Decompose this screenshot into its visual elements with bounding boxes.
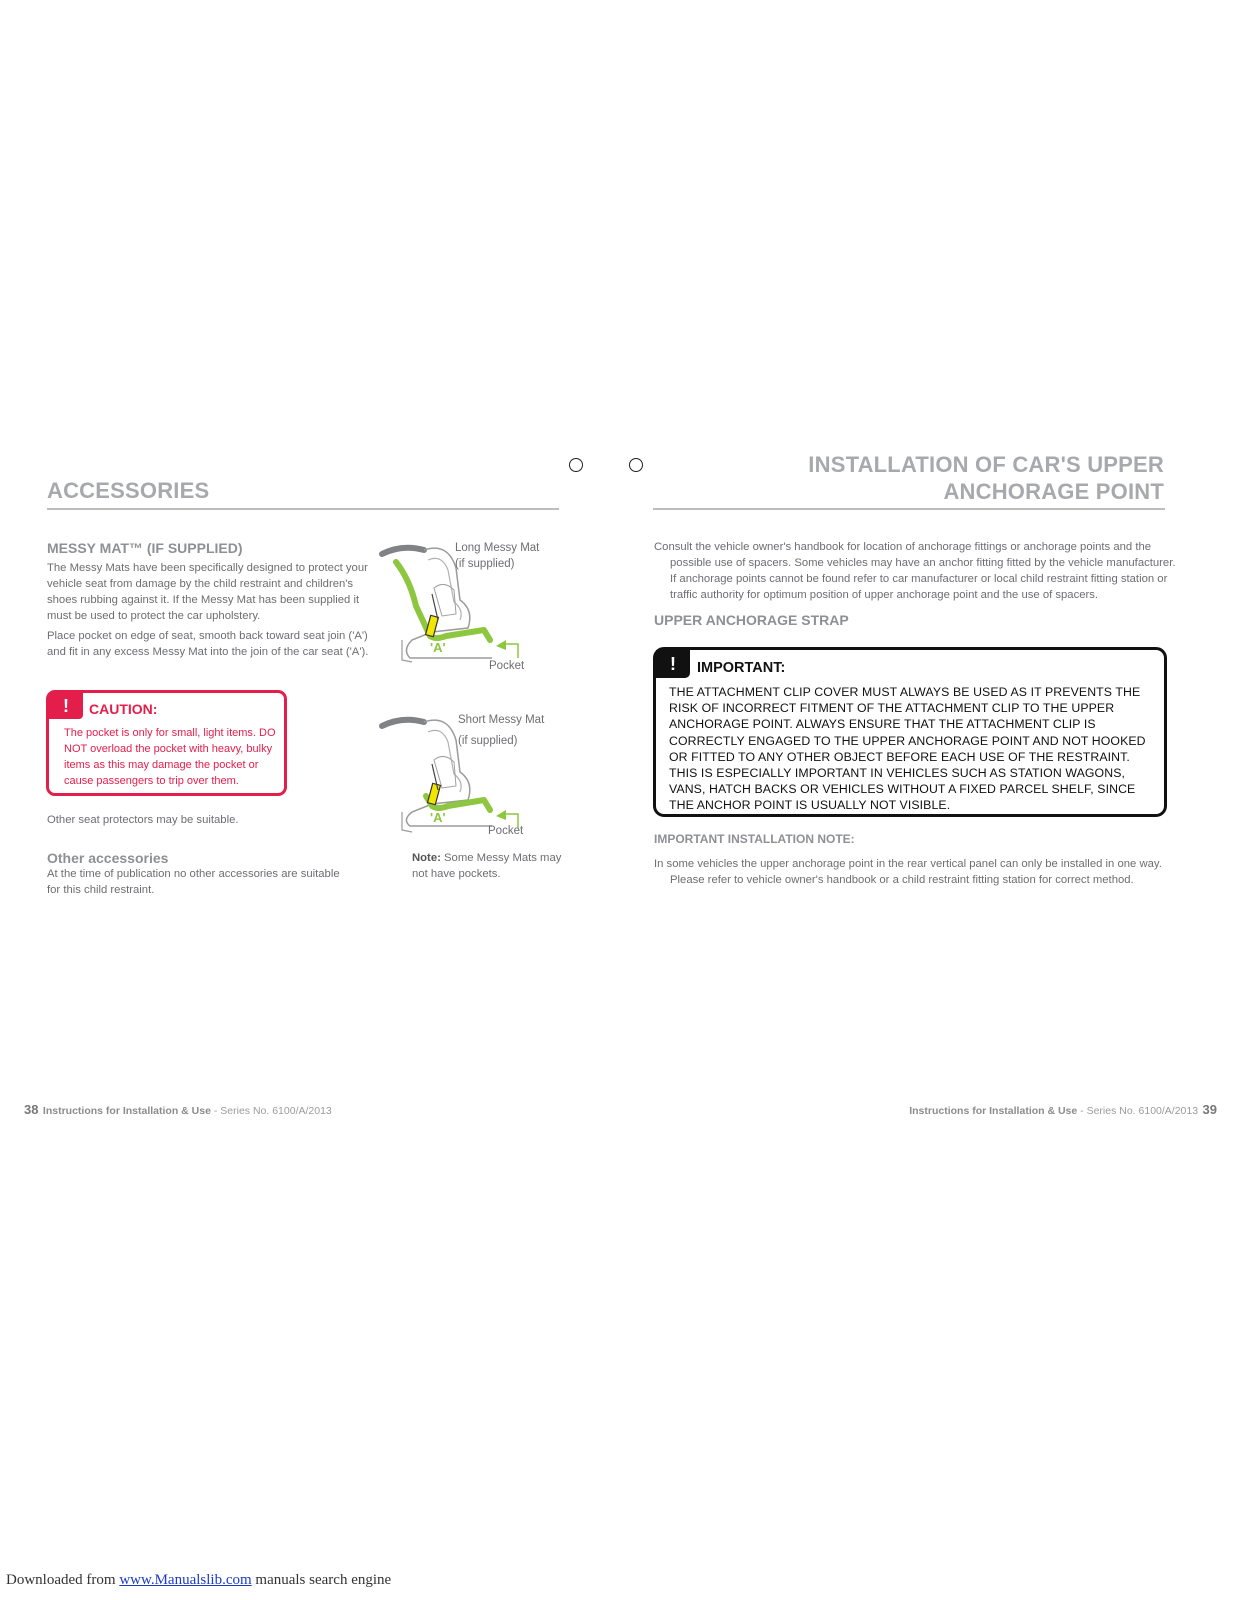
messy-mat-heading: MESSY MAT™ (IF SUPPLIED)	[47, 540, 243, 556]
important-text: THE ATTACHMENT CLIP COVER MUST ALWAYS BE USED AS IT PREVENTS THE RISK OF INCORRECT FITMENT OF THE ATTACHMENT CLIP TO THE UPPER ANCHORAGE POINT. ALWAYS ENSURE THAT THE ATTACHMENT CLIP IS CORRECTLY ENGAGED TO THE UPPER ANCHORAGE POINT AND NOT HOOKED OR FITTED TO ANY OTHER OBJECT BEFORE EACH USE OF THE RESTRAINT. THIS IS ESPECIALLY IMPORTANT IN VEHICLES SUCH AS STATION WAGONS, VANS, HATCH BACKS OR VEHICLES WITHOUT A FIXED PARCEL SHELF, SINCE THE ANCHOR POINT IS USUALLY NOT VISIBLE.	[669, 685, 1146, 813]
long-mat-label-2: (if supplied)	[455, 558, 515, 570]
installation-note-text: In some vehicles the upper anchorage point in the rear vertical panel can only be installed in one way. Please refer to vehicle owner's handbook or a child restraint fitting station for correct method.	[654, 858, 1162, 886]
anchorage-intro: Consult the vehicle owner's handbook for location of anchorage fittings or anchorage points and the possible use of spacers. Some vehicles may have an anchor fitting fitted by the vehicle manufacturer. If anchorage points cannot be found refer to car manufacturer or local child restraint fitting station or traffic authority for optimum position of upper anchorage point and the use of spacers.	[654, 541, 1176, 601]
footer-left-bold: Instructions for Installation & Use	[42, 1105, 211, 1117]
important-warning-icon: !	[656, 650, 690, 678]
note-text: Some Messy Mats may not have pockets.	[412, 852, 562, 880]
manualslib-link[interactable]: www.Manualslib.com	[119, 1572, 252, 1588]
page-title-line-2: ANCHORAGE POINT	[943, 479, 1164, 504]
download-suffix: manuals search engine	[251, 1572, 392, 1588]
note-label: Note:	[412, 852, 441, 864]
installation-note-heading: IMPORTANT INSTALLATION NOTE:	[654, 832, 855, 846]
footer-left-series: - Series No. 6100/A/2013	[210, 1105, 332, 1117]
footer-left	[24, 1101, 332, 1119]
seat-join-marker-a-2: 'A'	[430, 810, 446, 825]
important-heading: IMPORTANT:	[697, 660, 786, 676]
page-number-left: 38	[24, 1102, 39, 1117]
registration-mark-right	[629, 458, 643, 472]
short-mat-label-1: Short Messy Mat	[458, 714, 545, 726]
download-source-bar	[6, 1572, 391, 1589]
short-mat-label-2: (if supplied)	[458, 735, 518, 747]
caution-box	[46, 690, 287, 796]
upper-anchorage-strap-heading: UPPER ANCHORAGE STRAP	[654, 612, 849, 628]
warning-icon: !	[49, 693, 83, 719]
title-rule-left	[47, 508, 559, 510]
caution-text: The pocket is only for small, light items. DO NOT overload the pocket with heavy, bulky items as this may damage the pocket or cause passengers to trip over them.	[64, 727, 276, 787]
other-accessories-text: At the time of publication no other accessories are suitable for this child restraint.	[47, 868, 340, 896]
footer-right-series: - Series No. 6100/A/2013	[1077, 1105, 1199, 1117]
figure-note	[412, 850, 562, 882]
page-number-right: 39	[1202, 1102, 1217, 1117]
seat-join-marker-a: 'A'	[430, 640, 446, 655]
download-prefix: Downloaded from	[6, 1572, 120, 1588]
title-rule-right	[653, 508, 1165, 510]
important-box	[653, 647, 1167, 817]
registration-mark-left	[569, 458, 583, 472]
short-messy-mat-illustration	[372, 712, 532, 837]
other-protectors-text: Other seat protectors may be suitable.	[47, 814, 239, 826]
pocket-label-2: Pocket	[488, 825, 524, 837]
other-accessories-heading: Other accessories	[47, 850, 169, 866]
page-title-line-1: INSTALLATION OF CAR'S UPPER	[808, 452, 1164, 477]
page-title-accessories: ACCESSORIES	[47, 478, 210, 503]
messy-mat-paragraph-1: The Messy Mats have been specifically designed to protect your vehicle seat from damage by the child restraint and children's shoes rubbing against it. If the Messy Mat has been supplied it must be used to protect the car upholstery.	[47, 562, 368, 622]
caution-heading: CAUTION:	[89, 701, 158, 717]
long-mat-label-1: Long Messy Mat	[455, 542, 540, 554]
messy-mat-paragraph-2: Place pocket on edge of seat, smooth back toward seat join ('A') and fit in any excess Messy Mat into the join of the car seat ('A').	[47, 630, 369, 658]
pocket-label: Pocket	[489, 660, 525, 672]
footer-right-bold: Instructions for Installation & Use	[909, 1105, 1078, 1117]
footer-right	[909, 1101, 1217, 1119]
